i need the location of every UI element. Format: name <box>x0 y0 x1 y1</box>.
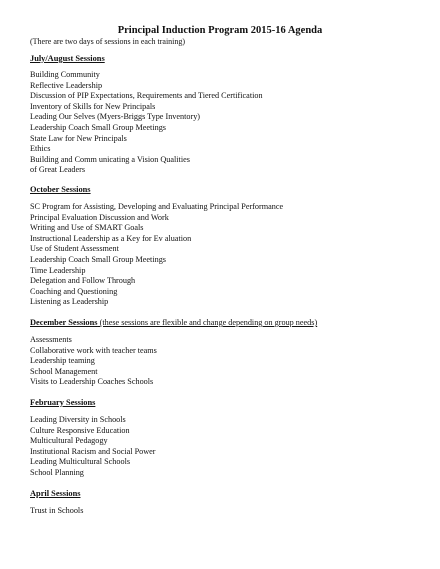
list-item: State Law for New Principals <box>30 133 127 143</box>
list-item: School Management <box>30 366 98 376</box>
list-item: of Great Leaders <box>30 165 86 175</box>
section-heading-note: (these sessions are flexible and change depending on group needs) <box>97 318 318 327</box>
list-item: Writing and Use of SMART Goals <box>30 223 144 233</box>
section-heading: February Sessions <box>30 398 96 407</box>
section-october <box>30 185 430 308</box>
list-item: Building Community <box>30 70 100 79</box>
section-february <box>30 398 430 479</box>
section-december <box>30 318 430 388</box>
list-item: Trust in Schools <box>30 506 84 515</box>
list-item: Instructional Leadership as a Key for Ev aluation <box>30 233 192 243</box>
list-item: Inventory of Skills for New Principals <box>30 101 156 111</box>
section-heading: October Sessions <box>30 185 91 194</box>
list-item: Institutional Racism and Social Power <box>30 446 156 456</box>
list-item: Building and Comm unicating a Vision Qualities <box>30 154 190 164</box>
document-title: Principal Induction Program 2015-16 Agenda <box>117 25 323 36</box>
list-item: Use of Student Assessment <box>30 244 119 254</box>
list-item: Time Leadership <box>30 265 86 275</box>
list-item: Assessments <box>30 335 72 344</box>
list-item: Collaborative work with teacher teams <box>30 345 157 355</box>
list-item: Leadership Coach Small Group Meetings <box>30 122 166 132</box>
list-item: Leadership Coach Small Group Meetings <box>30 254 166 264</box>
session-list <box>30 70 430 176</box>
section-heading: July/August Sessions <box>30 54 105 63</box>
list-item: Listening as Leadership <box>30 297 109 307</box>
list-item: Multicultural Pedagogy <box>30 436 108 446</box>
list-item: Principal Evaluation Discussion and Work <box>30 212 169 222</box>
list-item: Culture Responsive Education <box>30 425 130 435</box>
section-july-august <box>30 54 430 176</box>
list-item: Visits to Leadership Coaches Schools <box>30 377 154 387</box>
session-list <box>30 335 430 388</box>
session-list <box>30 415 430 479</box>
list-item: Delegation and Follow Through <box>30 276 136 286</box>
section-heading: December Sessions (these sessions are flexible and change depending on group needs) <box>30 318 318 327</box>
list-item: Ethics <box>30 144 51 154</box>
list-item: Coaching and Questioning <box>30 286 118 296</box>
section-april <box>30 489 430 517</box>
session-list <box>30 506 430 517</box>
sessions-note: (There are two days of sessions in each training) <box>30 37 186 46</box>
list-item: Leading Our Selves (Myers-Briggs Type Inventory) <box>30 112 201 122</box>
list-item: Leading Multicultural Schools <box>30 457 131 467</box>
list-item: Reflective Leadership <box>30 80 103 90</box>
section-heading: April Sessions <box>30 489 81 498</box>
list-item: Discussion of PIP Expectations, Requirements and Tiered Certification <box>30 91 263 101</box>
list-item: School Planning <box>30 467 84 477</box>
list-item: Leading Diversity in Schools <box>30 415 126 424</box>
session-list <box>30 202 430 308</box>
list-item: SC Program for Assisting, Developing and Evaluating Principal Performance <box>30 202 284 211</box>
list-item: Leadership teaming <box>30 356 95 366</box>
